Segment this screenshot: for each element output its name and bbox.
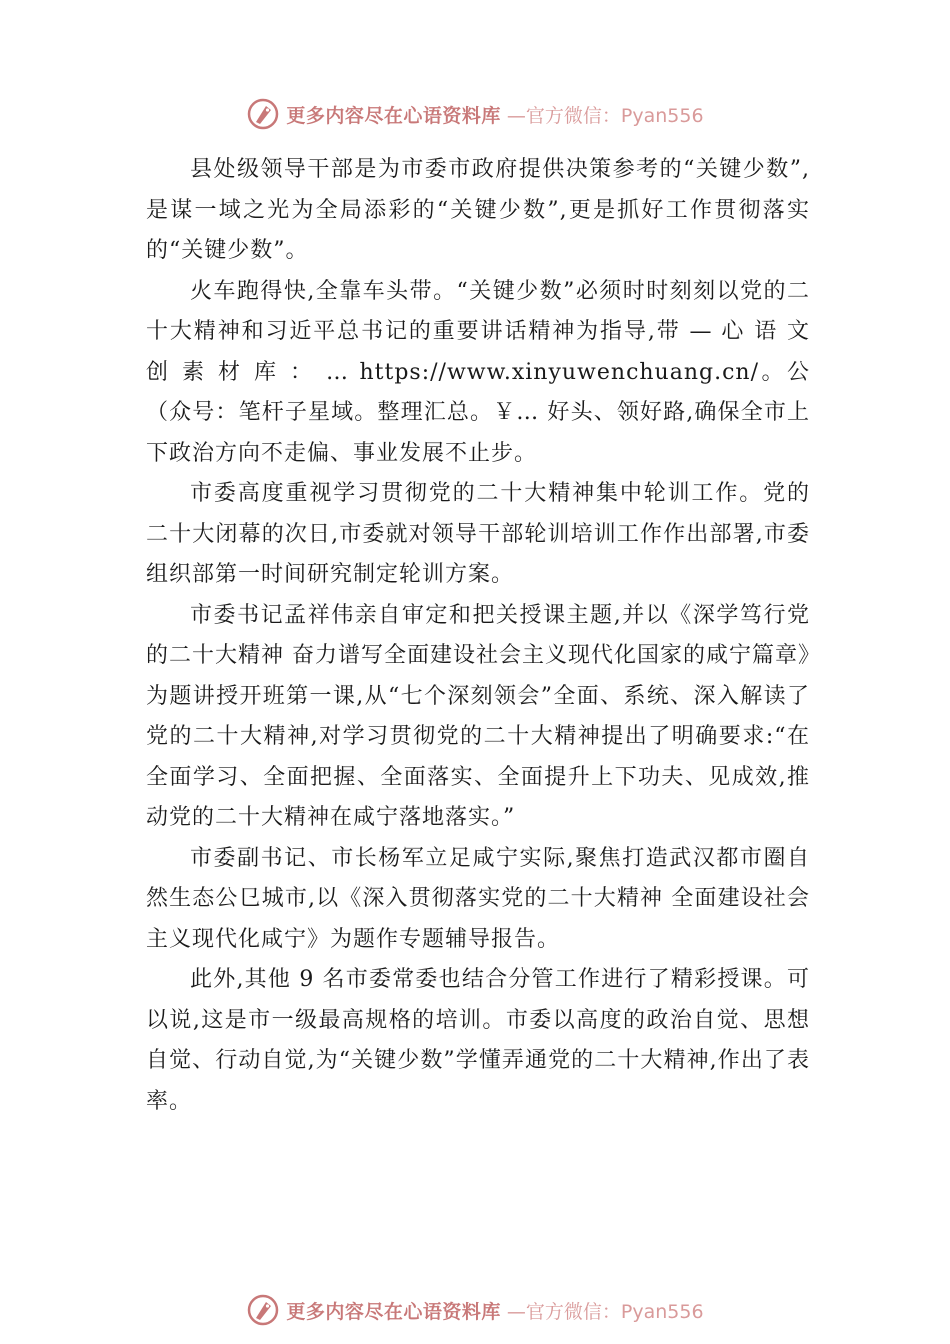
footer-sub-text: —官方微信：Pyan556 xyxy=(506,1300,704,1323)
paragraph-2: 火车跑得快,全靠车头带。“关键少数”必须时时刻刻以党的二十大精神和习近平总书记的重要讲话精神为指导,带 — 心 语 文 创 素 材 库 ： … https://www.xinyuwenchuang.cn/。公（众号：笔杆子星域。整理汇总。￥… 好头、领好路,确保全市上下政治方向不走偏、事业发展不止步。 xyxy=(146,278,810,466)
paragraph-3: 市委高度重视学习贯彻党的二十大精神集中轮训工作。党的二十大闭幕的次日,市委就对领导干部轮训培训工作作出部署,市委组织部第一时间研究制定轮训方案。 xyxy=(146,481,810,587)
pen-nib-circle-icon xyxy=(246,1293,280,1327)
pen-nib-circle-icon xyxy=(246,97,280,131)
header-main-text: 更多内容尽在心语资料库 xyxy=(286,104,501,127)
header-sub-text: —官方微信：Pyan556 xyxy=(506,104,704,127)
paragraph-5: 市委副书记、市长杨军立足咸宁实际,聚焦打造武汉都市圈自然生态公㔾城市,以《深入贯彻落实党的二十大精神 全面建设社会主义现代化咸宁》为题作专题辅导报告。 xyxy=(146,845,810,952)
footer-banner xyxy=(0,1290,950,1330)
header-banner xyxy=(0,94,950,134)
footer-main-text: 更多内容尽在心语资料库 xyxy=(286,1300,501,1323)
paragraph-1: 县处级领导干部是为市委市政府提供决策参考的“关键少数”,是谋一域之光为全局添彩的“关键少数”,更是抓好工作贯彻落实的“关键少数”。 xyxy=(146,157,810,263)
paragraph-4: 市委书记孟祥伟亲自审定和把关授课主题,并以《深学笃行党的二十大精神 奋力谱写全面建设社会主义现代化国家的咸宁篇章》为题讲授开班第一课,从“七个深刻领会”全面、系统、深入解读了党的二十大精神,对学习贯彻党的二十大精神提出了明确要求:“在全面学习、全面把握、全面落实、全面提升上下功夫、见成效,推动党的二十大精神在咸宁落地落实。” xyxy=(146,602,810,830)
document-body xyxy=(146,150,810,1122)
paragraph-6: 此外,其他 9 名市委常委也结合分管工作进行了精彩授课。可以说,这是市一级最高规格的培训。市委以高度的政治自觉、思想自觉、行动自觉,为“关键少数”学懂弄通党的二十大精神,作出了表率。 xyxy=(146,967,810,1114)
